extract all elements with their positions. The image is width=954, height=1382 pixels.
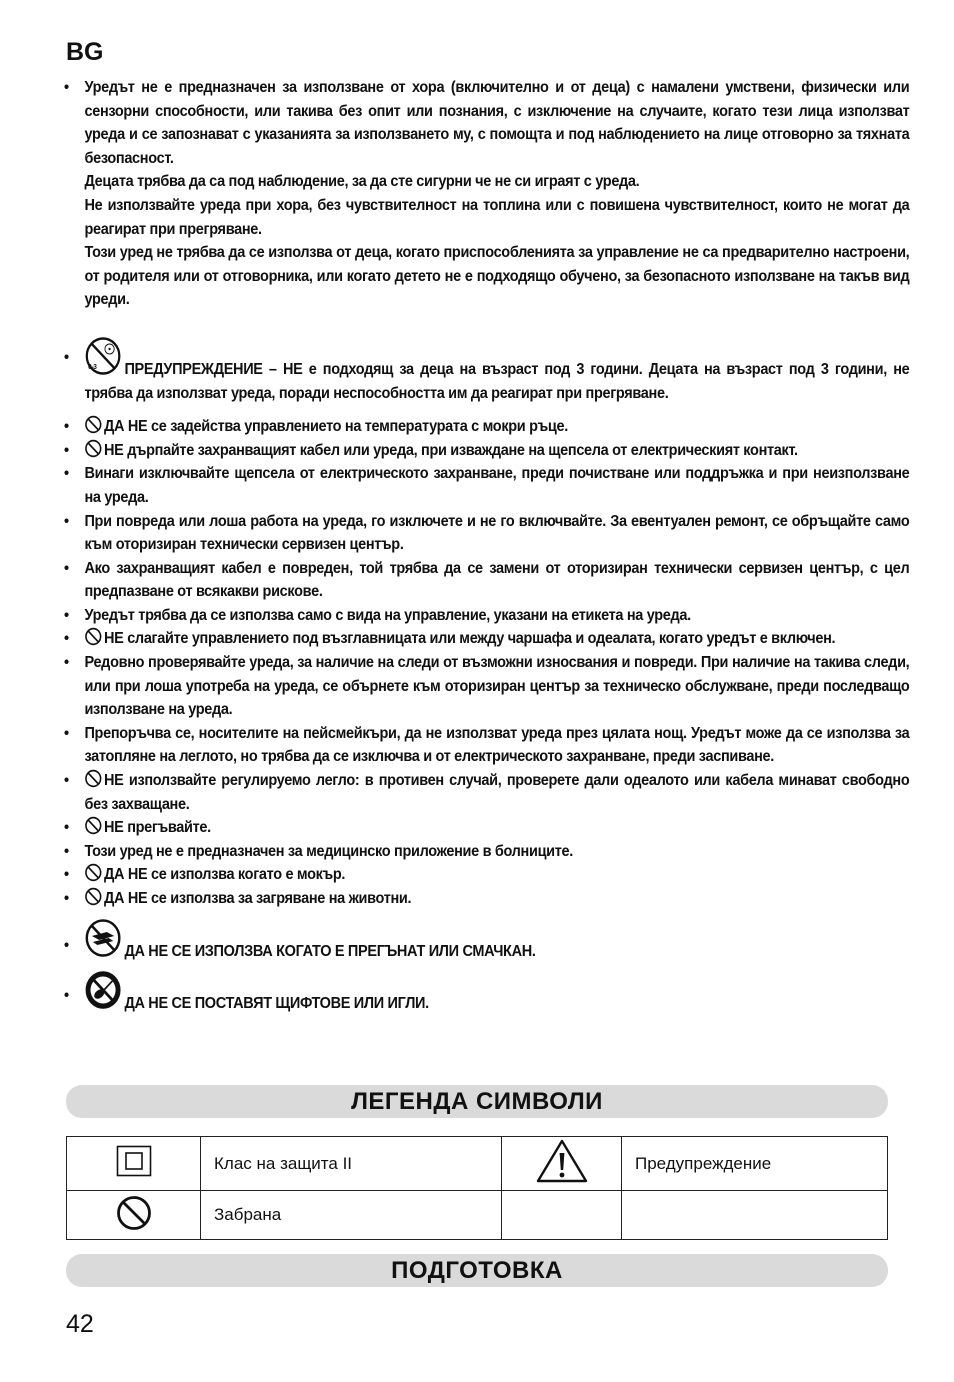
prohibited-icon bbox=[84, 769, 102, 788]
list-item bbox=[64, 462, 909, 509]
legend-label: Забрана bbox=[201, 1191, 502, 1240]
list-item bbox=[64, 415, 909, 439]
item-text: Редовно проверявайте уреда, за наличие на следи от възможни износвания и повреди. При наличие на такива следи, или при лоша употреба на уреда, се обърнете към оторизиран център за техническо обслужване, преди последващо използване на уреда. bbox=[84, 654, 910, 719]
page-number: 42 bbox=[66, 1310, 94, 1338]
list-item bbox=[64, 627, 909, 651]
bullet: • bbox=[64, 630, 69, 648]
table-row bbox=[67, 1137, 888, 1191]
item-text: Винаги изключвайте щепсела от електрическото захранване, преди почистване или поддръжка и при неизползване на уреда. bbox=[84, 465, 910, 506]
list-item bbox=[64, 557, 909, 604]
bullet: • bbox=[64, 890, 69, 907]
legend-label: Клас на защита II bbox=[201, 1137, 502, 1191]
legend-section-title: ЛЕГЕНДА СИМВОЛИ bbox=[66, 1085, 888, 1118]
bullet: • bbox=[64, 512, 69, 530]
item-text: ДА НЕ се използва за загряване на животни. bbox=[103, 890, 412, 907]
list-item bbox=[64, 722, 909, 769]
symbol-legend-table bbox=[66, 1136, 888, 1240]
list-item bbox=[64, 970, 909, 1016]
paragraph: Този уред не трябва да се използва от деца, когато приспособленията за управление не са предварително настроени, от родителя или от отговорника, или когато детето не е подходящо обучено, за безопасното използване на такъв вид уреди. bbox=[84, 244, 910, 309]
language-code: BG bbox=[66, 38, 104, 66]
bullet: • bbox=[64, 724, 69, 742]
bullet: • bbox=[64, 559, 69, 577]
preparation-section-title: ПОДГОТОВКА bbox=[66, 1254, 888, 1287]
prohibited-icon bbox=[84, 863, 102, 882]
list-item bbox=[64, 510, 909, 557]
bullet: • bbox=[64, 79, 69, 96]
table-row bbox=[67, 1191, 888, 1240]
item-text: Уредът трябва да се използва само с вида на управление, указани на етикета на уреда. bbox=[84, 606, 691, 624]
item-text: ДА НЕ СЕ ИЗПОЛЗВА КОГАТО Е ПРЕГЪНАТ ИЛИ СМАЧКАН. bbox=[124, 942, 536, 960]
bullet: • bbox=[64, 772, 69, 790]
legend-icon-cell-empty bbox=[502, 1191, 622, 1240]
paragraph: Не използвайте уреда при хора, без чувствителност на топлина или с повишена чувствителност, които не могат да реагират при прегряване. bbox=[84, 196, 910, 238]
prohibited-icon bbox=[84, 627, 102, 646]
bullet: • bbox=[64, 465, 69, 483]
legend-icon-cell bbox=[67, 1191, 201, 1240]
item-text: ДА НЕ се задейства управлението на температурата с мокри ръце. bbox=[103, 418, 568, 436]
item-text: НЕ използвайте регулируемо легло: в противен случай, проверете дали одеалото или кабела минават свободно без захващане. bbox=[84, 772, 910, 813]
legend-label-empty bbox=[622, 1191, 888, 1240]
warning-text: ПРЕДУПРЕЖДЕНИЕ – НЕ е подходящ за деца на възраст под 3 години. Децата на възраст под 3 години, не трябва да използват уреда, поради неспособността им да реагират при прегряване. bbox=[84, 360, 910, 402]
no-folding-icon bbox=[84, 918, 121, 958]
age-label: 0-3 bbox=[88, 363, 97, 372]
bullet: • bbox=[64, 441, 69, 459]
item-text: При повреда или лоша работа на уреда, го изключете и не го включвайте. За евентуален ремонт, се обръщайте само към оторизиран технически сервизен център. bbox=[84, 512, 910, 554]
prohibited-icon bbox=[84, 439, 102, 458]
bullet: • bbox=[64, 654, 69, 672]
bullet: • bbox=[64, 819, 69, 837]
class-ii-icon bbox=[116, 1145, 152, 1177]
list-item bbox=[64, 816, 909, 840]
paragraph: Уредът не е предназначен за използване от хора (включително и от деца) с намалени умствени, физически или сензорни способности, или такива без опит или познания, с изключение на случаите, когато тези лица използват уреда и се запознават с указанията за използването му, с помощта и под наблюдението на лице отговорно за тяхната безопасност. bbox=[84, 79, 910, 167]
item-text: Препоръчва се, носителите на пейсмейкъри, да не използват уреда през цялата нощ. Уредът може да се използва за затопляне на леглото, но трябва да се изключва и от електрическото захранване, преди заспиване. bbox=[84, 724, 910, 766]
item-text: ДА НЕ СЕ ПОСТАВЯТ ЩИФТОВЕ ИЛИ ИГЛИ. bbox=[124, 995, 429, 1013]
list-item bbox=[64, 76, 909, 312]
list-item bbox=[64, 336, 909, 405]
item-text: НЕ прегъвайте. bbox=[103, 819, 211, 837]
prohibited-icon bbox=[84, 887, 102, 906]
list-item bbox=[64, 887, 909, 911]
item-text: Ако захранващият кабел е повреден, той трябва да се замени от оторизиран технически сервизен център, с цел предпазване от всякакви рискове. bbox=[84, 559, 910, 601]
list-item bbox=[64, 651, 909, 722]
bullet: • bbox=[64, 987, 69, 1005]
item-text: НЕ слагайте управлението под възглавницата или между чаршафа и одеалата, когато уредът е включен. bbox=[103, 630, 836, 648]
bullet: • bbox=[64, 866, 69, 884]
bullet: • bbox=[64, 842, 69, 860]
safety-instructions-list bbox=[64, 76, 910, 1016]
legend-icon-cell bbox=[502, 1137, 622, 1191]
legend-icon-cell bbox=[67, 1137, 201, 1191]
item-text: Този уред не е предназначен за медицинско приложение в болниците. bbox=[84, 842, 573, 860]
bullet: • bbox=[64, 348, 69, 366]
warning-triangle-icon bbox=[535, 1138, 589, 1184]
list-item bbox=[64, 604, 909, 628]
list-item bbox=[64, 863, 909, 887]
list-item bbox=[64, 918, 909, 964]
bullet: • bbox=[64, 418, 69, 436]
bullet: • bbox=[64, 936, 69, 954]
list-item bbox=[64, 840, 909, 864]
list-item bbox=[64, 769, 909, 816]
age-0-3-prohibited-icon bbox=[84, 336, 121, 376]
item-text: ДА НЕ се използва когато е мокър. bbox=[103, 866, 346, 884]
prohibited-icon bbox=[116, 1195, 152, 1231]
list-item bbox=[64, 439, 909, 463]
item-text: НЕ дърпайте захранващият кабел или уреда, при изваждане на щепсела от електрическият контакт. bbox=[103, 441, 798, 459]
prohibited-icon bbox=[84, 816, 102, 835]
bullet: • bbox=[64, 606, 69, 624]
prohibited-icon bbox=[84, 415, 102, 434]
no-pins-icon bbox=[84, 970, 121, 1010]
paragraph: Децата трябва да са под наблюдение, за да сте сигурни че не си играят с уреда. bbox=[84, 173, 640, 191]
legend-label: Предупреждение bbox=[622, 1137, 888, 1191]
